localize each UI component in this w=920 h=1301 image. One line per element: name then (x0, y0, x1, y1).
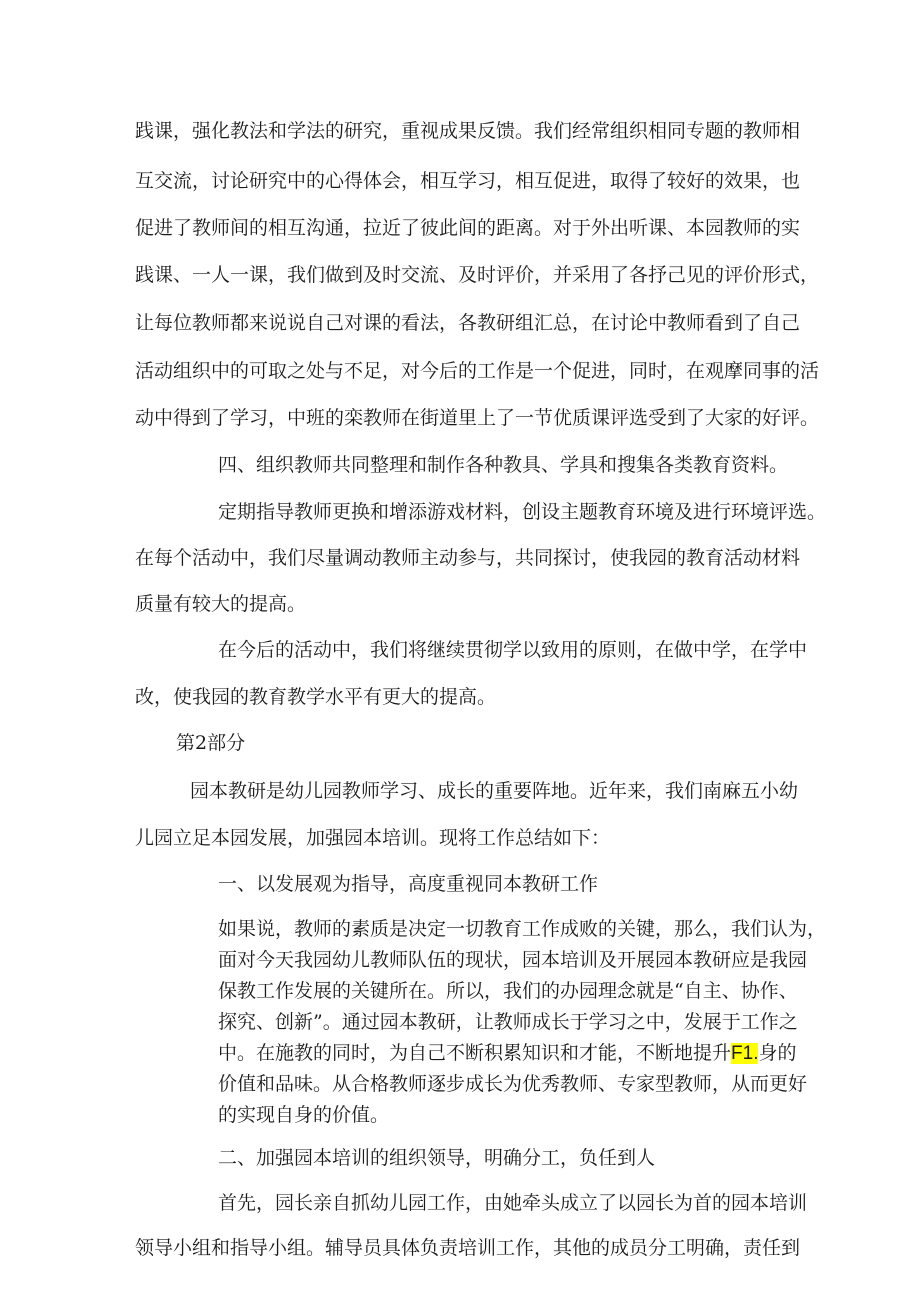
body-text-line: 践课，强化教法和学法的研究，重视成果反馈。我们经常组织相同专题的教师相 (135, 120, 801, 142)
body-text-line: 面对今天我园幼儿教师队伍的现状，园本培训及开展园本教研应是我园 (218, 949, 808, 971)
text-segment: 中。在施教的同时，为自己不断积累知识和才能，不断地提升 (218, 1042, 732, 1064)
section-title: 第2部分 (176, 732, 246, 754)
body-text-line: 定期指导教师更换和增添游戏材料，创设主题教育环境及进行环境评选。 (218, 501, 827, 523)
body-text-line: 在今后的活动中，我们将继续贯彻学以致用的原则，在做中学，在学中 (218, 639, 808, 661)
subsection-heading-two: 二、加强园本培训的组织领导，明确分工，负任到人 (218, 1147, 656, 1169)
body-text-line: 园本教研是幼儿园教师学习、成长的重要阵地。近年来，我们南麻五小幼 (190, 780, 799, 802)
section-heading-four: 四、组织教师共同整理和制作各种教具、学具和搜集各类教育资料。 (218, 454, 789, 476)
body-text-line: 儿园立足本园发展，加强园本培训。现将工作总结如下： (135, 827, 611, 849)
body-text-line: 质量有较大的提高。 (135, 593, 307, 615)
body-text-line: 保教工作发展的关键所在。所以，我们的办园理念就是“自主、协作、 (218, 980, 798, 1002)
body-text-line: 如果说，教师的素质是决定一切教育工作成败的关键，那么，我们认为， (218, 918, 827, 940)
body-text-line: 活动组织中的可取之处与不足，对今后的工作是一个促进，同时，在观摩同事的活 (135, 360, 820, 382)
body-text-line: 价值和品味。从合格教师逐步成长为优秀教师、专家型教师，从而更好 (218, 1073, 808, 1095)
body-text-line: 探究、创新”。通过园本教研，让教师成长于学习之中，发展于工作之 (218, 1011, 798, 1033)
body-text-line: 促进了教师间的相互沟通，拉近了彼此间的距离。对于外出听课、本园教师的实 (135, 217, 801, 239)
body-text-line-with-highlight (218, 1041, 796, 1066)
body-text-line: 在每个活动中，我们尽量调动教师主动参与，共同探讨，使我园的教育活动材料 (135, 547, 801, 569)
text-segment: 身的 (758, 1042, 797, 1064)
body-text-line: 践课、一人一课，我们做到及时交流、及时评价，并采用了各抒己见的评价形式， (135, 264, 820, 286)
body-text-line: 首先，园长亲自抓幼儿园工作，由她牵头成立了以园长为首的园本培训 (218, 1192, 808, 1214)
body-text-line: 改，使我园的教育教学水平有更大的提高。 (135, 686, 497, 708)
body-text-line: 互交流，讨论研究中的心得体会，相互学习，相互促进，取得了较好的效果，也 (135, 170, 801, 192)
body-text-line: 领导小组和指导小组。辅导员具体负责培训工作，其他的成员分工明确，责任到 (135, 1237, 801, 1259)
subsection-heading-one: 一、以发展观为指导，高度重视同本教研工作 (218, 873, 599, 895)
body-text-line: 动中得到了学习，中班的栾教师在街道里上了一节优质课评选受到了大家的好评。 (135, 407, 820, 429)
body-text-line: 的实现自身的价值。 (218, 1104, 390, 1126)
body-text-line: 让每位教师都来说说自己对课的看法，各教研组汇总，在讨论中教师看到了自己 (135, 312, 801, 334)
highlighted-text: F1. (731, 1043, 759, 1064)
